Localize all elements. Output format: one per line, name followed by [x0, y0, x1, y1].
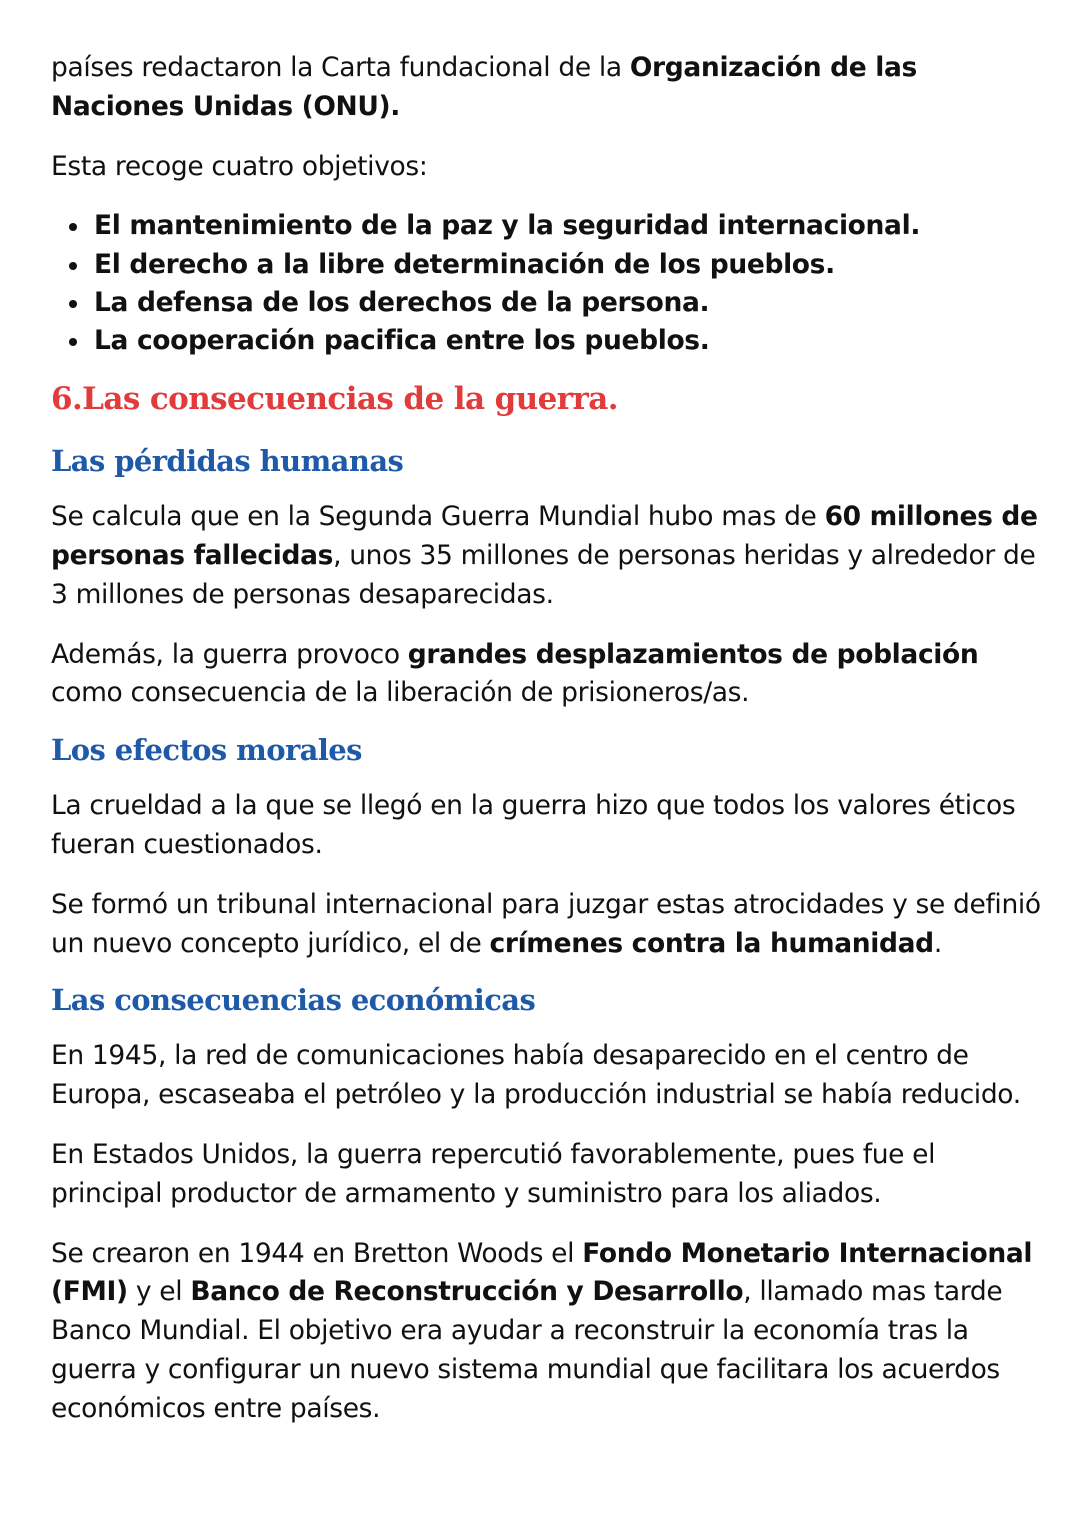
document-page — [51, 49, 1041, 1429]
morales-paragraph-2: Se formó un tribunal internacional para juzgar estas atrocidades y se definió un nuevo concepto jurídico, el de crímenes contra la humanidad. — [51, 888, 1041, 959]
objectives-intro: Esta recoge cuatro objetivos: — [51, 150, 428, 182]
morales-paragraph-1: La crueldad a la que se llegó en la guerra hizo que todos los valores éticos fueran cuestionados. — [51, 790, 1016, 860]
subsection-title-perdidas: Las pérdidas humanas — [51, 444, 404, 479]
bullet-icon — [69, 338, 77, 346]
perdidas-paragraph-1: Se calcula que en la Segunda Guerra Mundial hubo mas de 60 millones de personas fallecidas, unos 35 millones de personas heridas y alrededor de 3 millones de personas desaparecidas. — [51, 501, 1038, 610]
economicas-paragraph-1: En 1945, la red de comunicaciones había desaparecido en el centro de Europa, escaseaba el petróleo y la producción industrial se había reducido. — [51, 1040, 1021, 1111]
section-title: 6.Las consecuencias de la guerra. — [51, 381, 618, 418]
subsection-title-morales: Los efectos morales — [51, 733, 362, 768]
list-item: La cooperación pacifica entre los pueblos. — [51, 322, 1041, 360]
list-item: El mantenimiento de la paz y la seguridad internacional. — [51, 207, 1041, 245]
bullet-icon — [69, 300, 77, 308]
subsection-title-economicas: Las consecuencias económicas — [51, 983, 536, 1018]
bullet-icon — [69, 223, 77, 231]
onu-bold-text: Organización de las Naciones Unidas (ONU). — [51, 52, 917, 122]
list-item: La defensa de los derechos de la persona. — [51, 284, 1041, 322]
objectives-list — [51, 207, 1041, 360]
perdidas-paragraph-2: Además, la guerra provoco grandes desplazamientos de población como consecuencia de la liberación de prisioneros/as. — [51, 638, 979, 709]
intro-paragraph: países redactaron la Carta fundacional de la Organización de las Naciones Unidas (ONU). — [51, 52, 917, 122]
economicas-paragraph-3: Se crearon en 1944 en Bretton Woods el Fondo Monetario Internacional (FMI) y el Banco de Reconstrucción y Desarrollo, llamado mas tarde Banco Mundial. El objetivo era ayudar a reconstruir la economía tras la guerra y configurar un nuevo sistema mundial que facilitara los acuerdos económicos entre países. — [51, 1237, 1033, 1424]
list-item: El derecho a la libre determinación de los pueblos. — [51, 246, 1041, 284]
bullet-icon — [69, 262, 77, 270]
economicas-paragraph-2: En Estados Unidos, la guerra repercutió favorablemente, pues fue el principal productor de armamento y suministro para los aliados. — [51, 1138, 936, 1209]
